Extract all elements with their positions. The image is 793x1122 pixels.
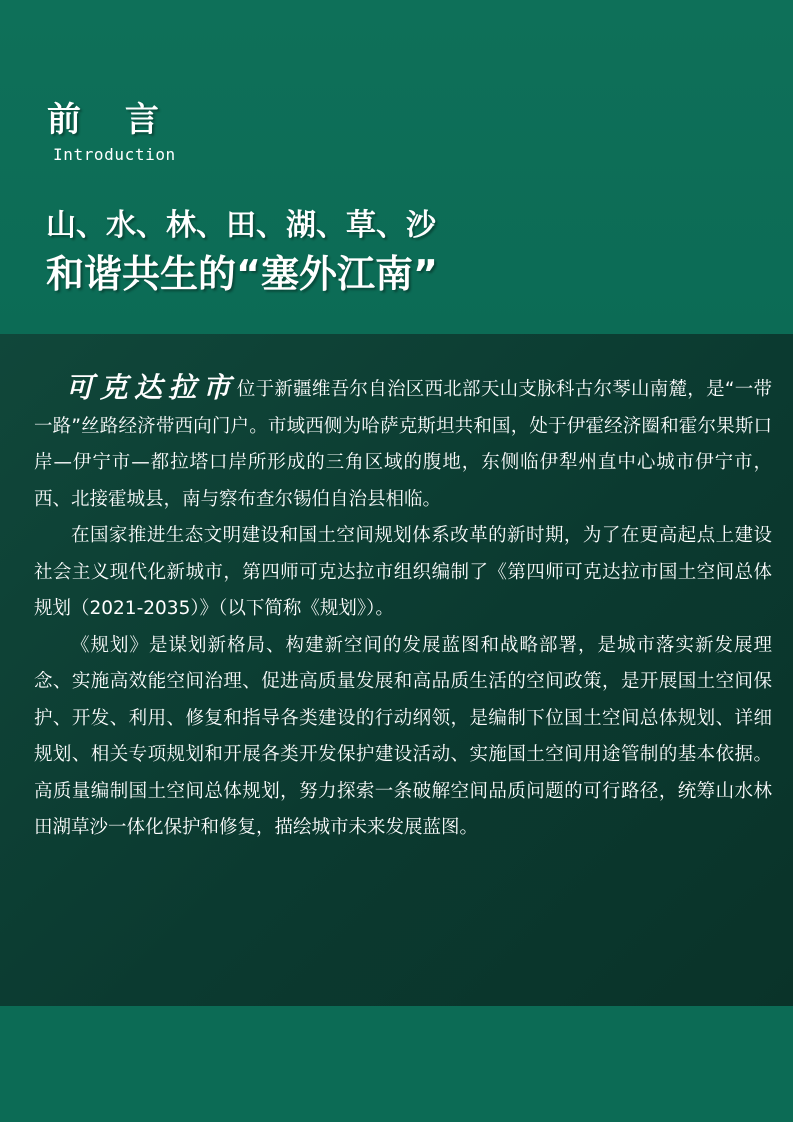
- title-line-1: 山、水、林、田、湖、草、沙: [46, 208, 436, 243]
- section-heading: 前 言: [47, 100, 175, 140]
- city-name: 可克达拉市: [65, 371, 237, 404]
- section-subheading: Introduction: [53, 145, 176, 164]
- body-text: [34, 370, 772, 847]
- paragraph-1: [34, 370, 772, 518]
- paragraph-2: 在国家推进生态文明建设和国土空间规划体系改革的新时期，为了在更高起点上建设社会主义现代化新城市，第四师可克达拉市组织编制了《第四师可克达拉市国土空间总体规划（2021-2035）》（以下简称《规划》）。: [34, 525, 772, 619]
- paragraph-3: 《规划》是谋划新格局、构建新空间的发展蓝图和战略部署，是城市落实新发展理念、实施高效能空间治理、促进高质量发展和高品质生活的空间政策，是开展国土空间保护、开发、利用、修复和指导各类建设的行动纲领，是编制下位国土空间总体规划、详细规划、相关专项规划和开展各类开发保护建设活动、实施国土空间用途管制的基本依据。高质量编制国土空间总体规划，努力探索一条破解空间品质问题的可行路径，统筹山水林田湖草沙一体化保护和修复，描绘城市未来发展蓝图。: [34, 634, 772, 838]
- title-line-2: 和谐共生的“塞外江南”: [46, 252, 438, 296]
- footer-band: [0, 1006, 793, 1122]
- paragraph-1-text: 位于新疆维吾尔自治区西北部天山支脉科古尔琴山南麓，是“一带一路”丝路经济带西向门户。市域西侧为哈萨克斯坦共和国，处于伊霍经济圈和霍尔果斯口岸—伊宁市—都拉塔口岸所形成的三角区域的腹地，东侧临伊犁州直中心城市伊宁市，西、北接霍城县，南与察布查尔锡伯自治县相临。: [34, 379, 772, 510]
